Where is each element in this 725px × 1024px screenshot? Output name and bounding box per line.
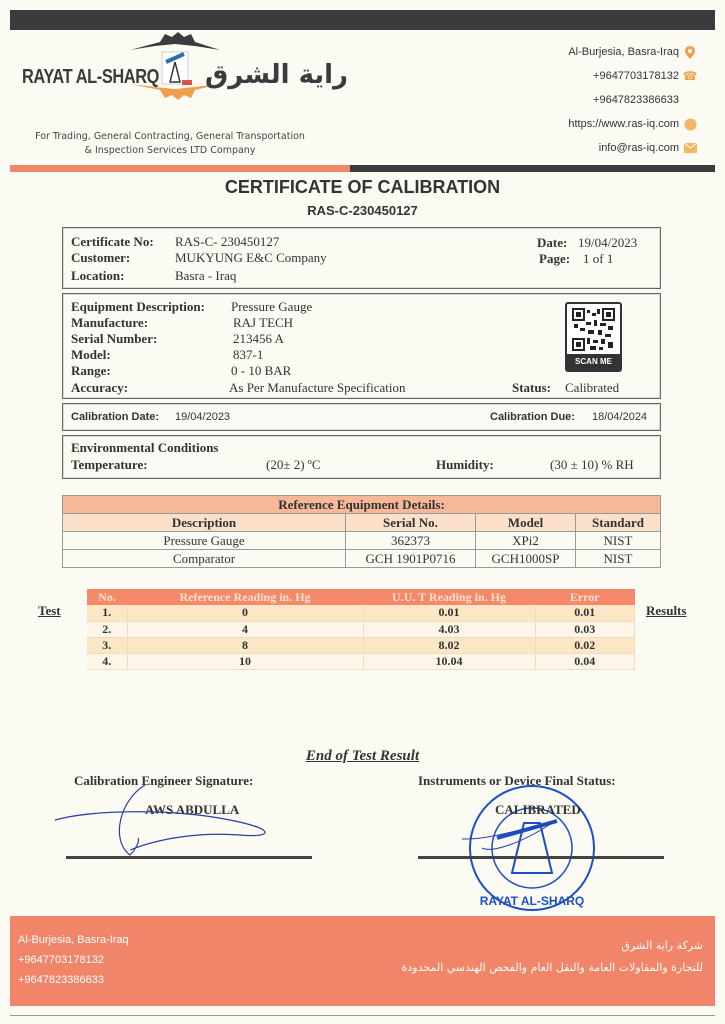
company-name-ar: راية الشرق: [205, 60, 349, 90]
final-status-label: Instruments or Device Final Status:: [418, 773, 616, 788]
status-value: Calibrated: [565, 380, 620, 395]
model-label: Model:: [71, 347, 111, 362]
footer-address: Al-Burjesia, Basra-Iraq: [18, 934, 129, 946]
environment-heading: Environmental Conditions: [71, 440, 219, 455]
scan-me-label: SCAN ME: [567, 354, 620, 370]
accuracy-value: As Per Manufacture Specification: [229, 380, 406, 395]
table-cell: NIST: [576, 550, 661, 568]
page-label: Page:: [539, 251, 571, 266]
contact-info: [568, 40, 697, 160]
temperature-value: (20± 2) ºC: [266, 457, 321, 472]
document-title: CERTIFICATE OF CALIBRATION: [224, 177, 501, 197]
column-header: Model: [476, 514, 576, 532]
calibration-due-label: Calibration Due:: [490, 411, 575, 423]
humidity-value: (30 ± 10) % RH: [550, 457, 634, 472]
footer-phone-2[interactable]: +9647823386633: [18, 974, 104, 986]
table-cell: 8: [127, 637, 363, 653]
contact-phone-2: [568, 88, 697, 112]
location-label: Location:: [71, 268, 125, 283]
blank-icon-slot: [683, 93, 697, 107]
certificate-number-heading: RAS-C-230450127: [307, 203, 418, 218]
table-cell: 1.: [87, 605, 127, 621]
phone-1-text[interactable]: +9647703178132: [593, 70, 679, 82]
tagline-line-2: & Inspection Services LTD Company: [84, 145, 256, 156]
table-cell: 362373: [346, 532, 476, 550]
engineer-signature-label: Calibration Engineer Signature:: [74, 773, 254, 788]
table-cell: 10.04: [363, 653, 535, 669]
range-label: Range:: [71, 363, 111, 378]
engineer-name: AWS ABDULLA: [145, 802, 240, 817]
results-label: Results: [646, 603, 687, 618]
serial-number-label: Serial Number:: [71, 331, 158, 346]
contact-phone-1: [568, 64, 697, 88]
footer-contact: [18, 930, 129, 990]
final-status-line: [418, 856, 664, 859]
table-cell: NIST: [576, 532, 661, 550]
header-divider-dark: [350, 165, 715, 172]
table-cell: 4.03: [363, 621, 535, 637]
calibration-dates-box: [62, 403, 661, 431]
footer-arabic-company: شركة راية الشرق: [621, 939, 703, 952]
location-pin-icon: [683, 45, 697, 59]
contact-email: [568, 136, 697, 160]
table-cell: 8.02: [363, 637, 535, 653]
manufacture-value: RAJ TECH: [233, 315, 294, 330]
engineer-signature-scribble-icon: [50, 780, 290, 860]
table-cell: 4: [127, 621, 363, 637]
column-header: Reference Reading in. Hg: [127, 589, 363, 605]
column-header: Serial No.: [346, 514, 476, 532]
table-row: [87, 621, 635, 637]
temperature-label: Temperature:: [71, 457, 148, 472]
table-cell: 0: [127, 605, 363, 621]
page-value: 1 of 1: [583, 251, 614, 266]
table-cell: 2.: [87, 621, 127, 637]
certificate-no-label: Certificate No:: [71, 234, 154, 249]
table-row: [87, 653, 635, 669]
table-row: [87, 637, 635, 653]
table-cell: Comparator: [63, 550, 346, 568]
final-status-value: CALIBRATED: [495, 802, 581, 817]
range-value: 0 - 10 BAR: [231, 363, 292, 378]
reference-equipment-table: [62, 495, 661, 568]
table-cell: 3.: [87, 637, 127, 653]
table-cell: 0.03: [535, 621, 635, 637]
equipment-description-label: Equipment Description:: [71, 299, 205, 314]
website-link[interactable]: https://www.ras-iq.com: [568, 118, 679, 130]
bottom-divider: [10, 1015, 715, 1016]
contact-address: [568, 40, 697, 64]
column-header: No.: [87, 589, 127, 605]
status-label: Status:: [512, 380, 552, 395]
humidity-label: Humidity:: [436, 457, 494, 472]
phone-icon: ☎: [682, 69, 698, 83]
table-cell: 0.02: [535, 637, 635, 653]
table-cell: Pressure Gauge: [63, 532, 346, 550]
customer-label: Customer:: [71, 250, 131, 265]
date-value: 19/04/2023: [578, 235, 638, 250]
email-link[interactable]: info@ras-iq.com: [598, 142, 679, 154]
svg-text:RAYAT AL-SHARQ: RAYAT AL-SHARQ: [479, 894, 585, 908]
column-header: U.U. T Reading in. Hg: [363, 589, 535, 605]
table-row: [87, 605, 635, 621]
table-cell: XPi2: [476, 532, 576, 550]
reference-equipment-heading: Reference Equipment Details:: [63, 496, 661, 514]
footer-phone-1[interactable]: +9647703178132: [18, 954, 104, 966]
web-globe-icon: [683, 117, 697, 131]
column-header: Error: [535, 589, 635, 605]
accuracy-label: Accuracy:: [71, 380, 129, 395]
environmental-conditions-box: [62, 435, 661, 479]
manufacture-label: Manufacture:: [71, 315, 149, 330]
certificate-no-value: RAS-C- 230450127: [175, 234, 280, 249]
tagline-line-1: For Trading, General Contracting, General Transportation: [35, 131, 305, 142]
end-of-test-note: End of Test Result: [305, 748, 420, 764]
equipment-description-value: Pressure Gauge: [231, 299, 313, 314]
table-row: [63, 532, 661, 550]
column-header: Standard: [576, 514, 661, 532]
table-cell: 4.: [87, 653, 127, 669]
email-envelope-icon: [683, 141, 697, 155]
table-cell: GCH1000SP: [476, 550, 576, 568]
table-cell: GCH 1901P0716: [346, 550, 476, 568]
date-label: Date:: [537, 235, 568, 250]
test-results-table: [87, 589, 635, 670]
location-value: Basra - Iraq: [175, 268, 237, 283]
certificate-info-box: [62, 227, 661, 289]
footer-arabic: [402, 935, 703, 979]
calibration-due-value: 18/04/2024: [592, 411, 648, 423]
contact-website: [568, 112, 697, 136]
engineer-signature-line: [66, 856, 312, 859]
address-text: Al-Burjesia, Basra-Iraq: [568, 46, 679, 58]
column-header: Description: [63, 514, 346, 532]
equipment-box: [62, 293, 661, 399]
company-name-en: RAYAT AL-SHARQ: [22, 66, 160, 88]
qr-code-icon: [572, 308, 615, 351]
table-row: [63, 550, 661, 568]
table-cell: 0.01: [535, 605, 635, 621]
table-cell: 0.01: [363, 605, 535, 621]
test-label: Test: [38, 603, 61, 618]
phone-2-text[interactable]: +9647823386633: [593, 94, 679, 106]
table-cell: 10: [127, 653, 363, 669]
company-tagline: [20, 130, 320, 158]
table-cell: 0.04: [535, 653, 635, 669]
footer-arabic-description: للتجارة والمقاولات العامة والنقل العام والفحص الهندسي المحدودة: [401, 961, 703, 974]
calibration-date-label: Calibration Date:: [71, 411, 160, 423]
calibration-date-value: 19/04/2023: [175, 411, 231, 423]
customer-value: MUKYUNG E&C Company: [175, 250, 327, 265]
top-dark-bar: [10, 10, 715, 30]
qr-code[interactable]: [565, 302, 622, 372]
serial-number-value: 213456 A: [233, 331, 284, 346]
header-divider-orange: [10, 165, 350, 172]
model-value: 837-1: [233, 347, 264, 362]
